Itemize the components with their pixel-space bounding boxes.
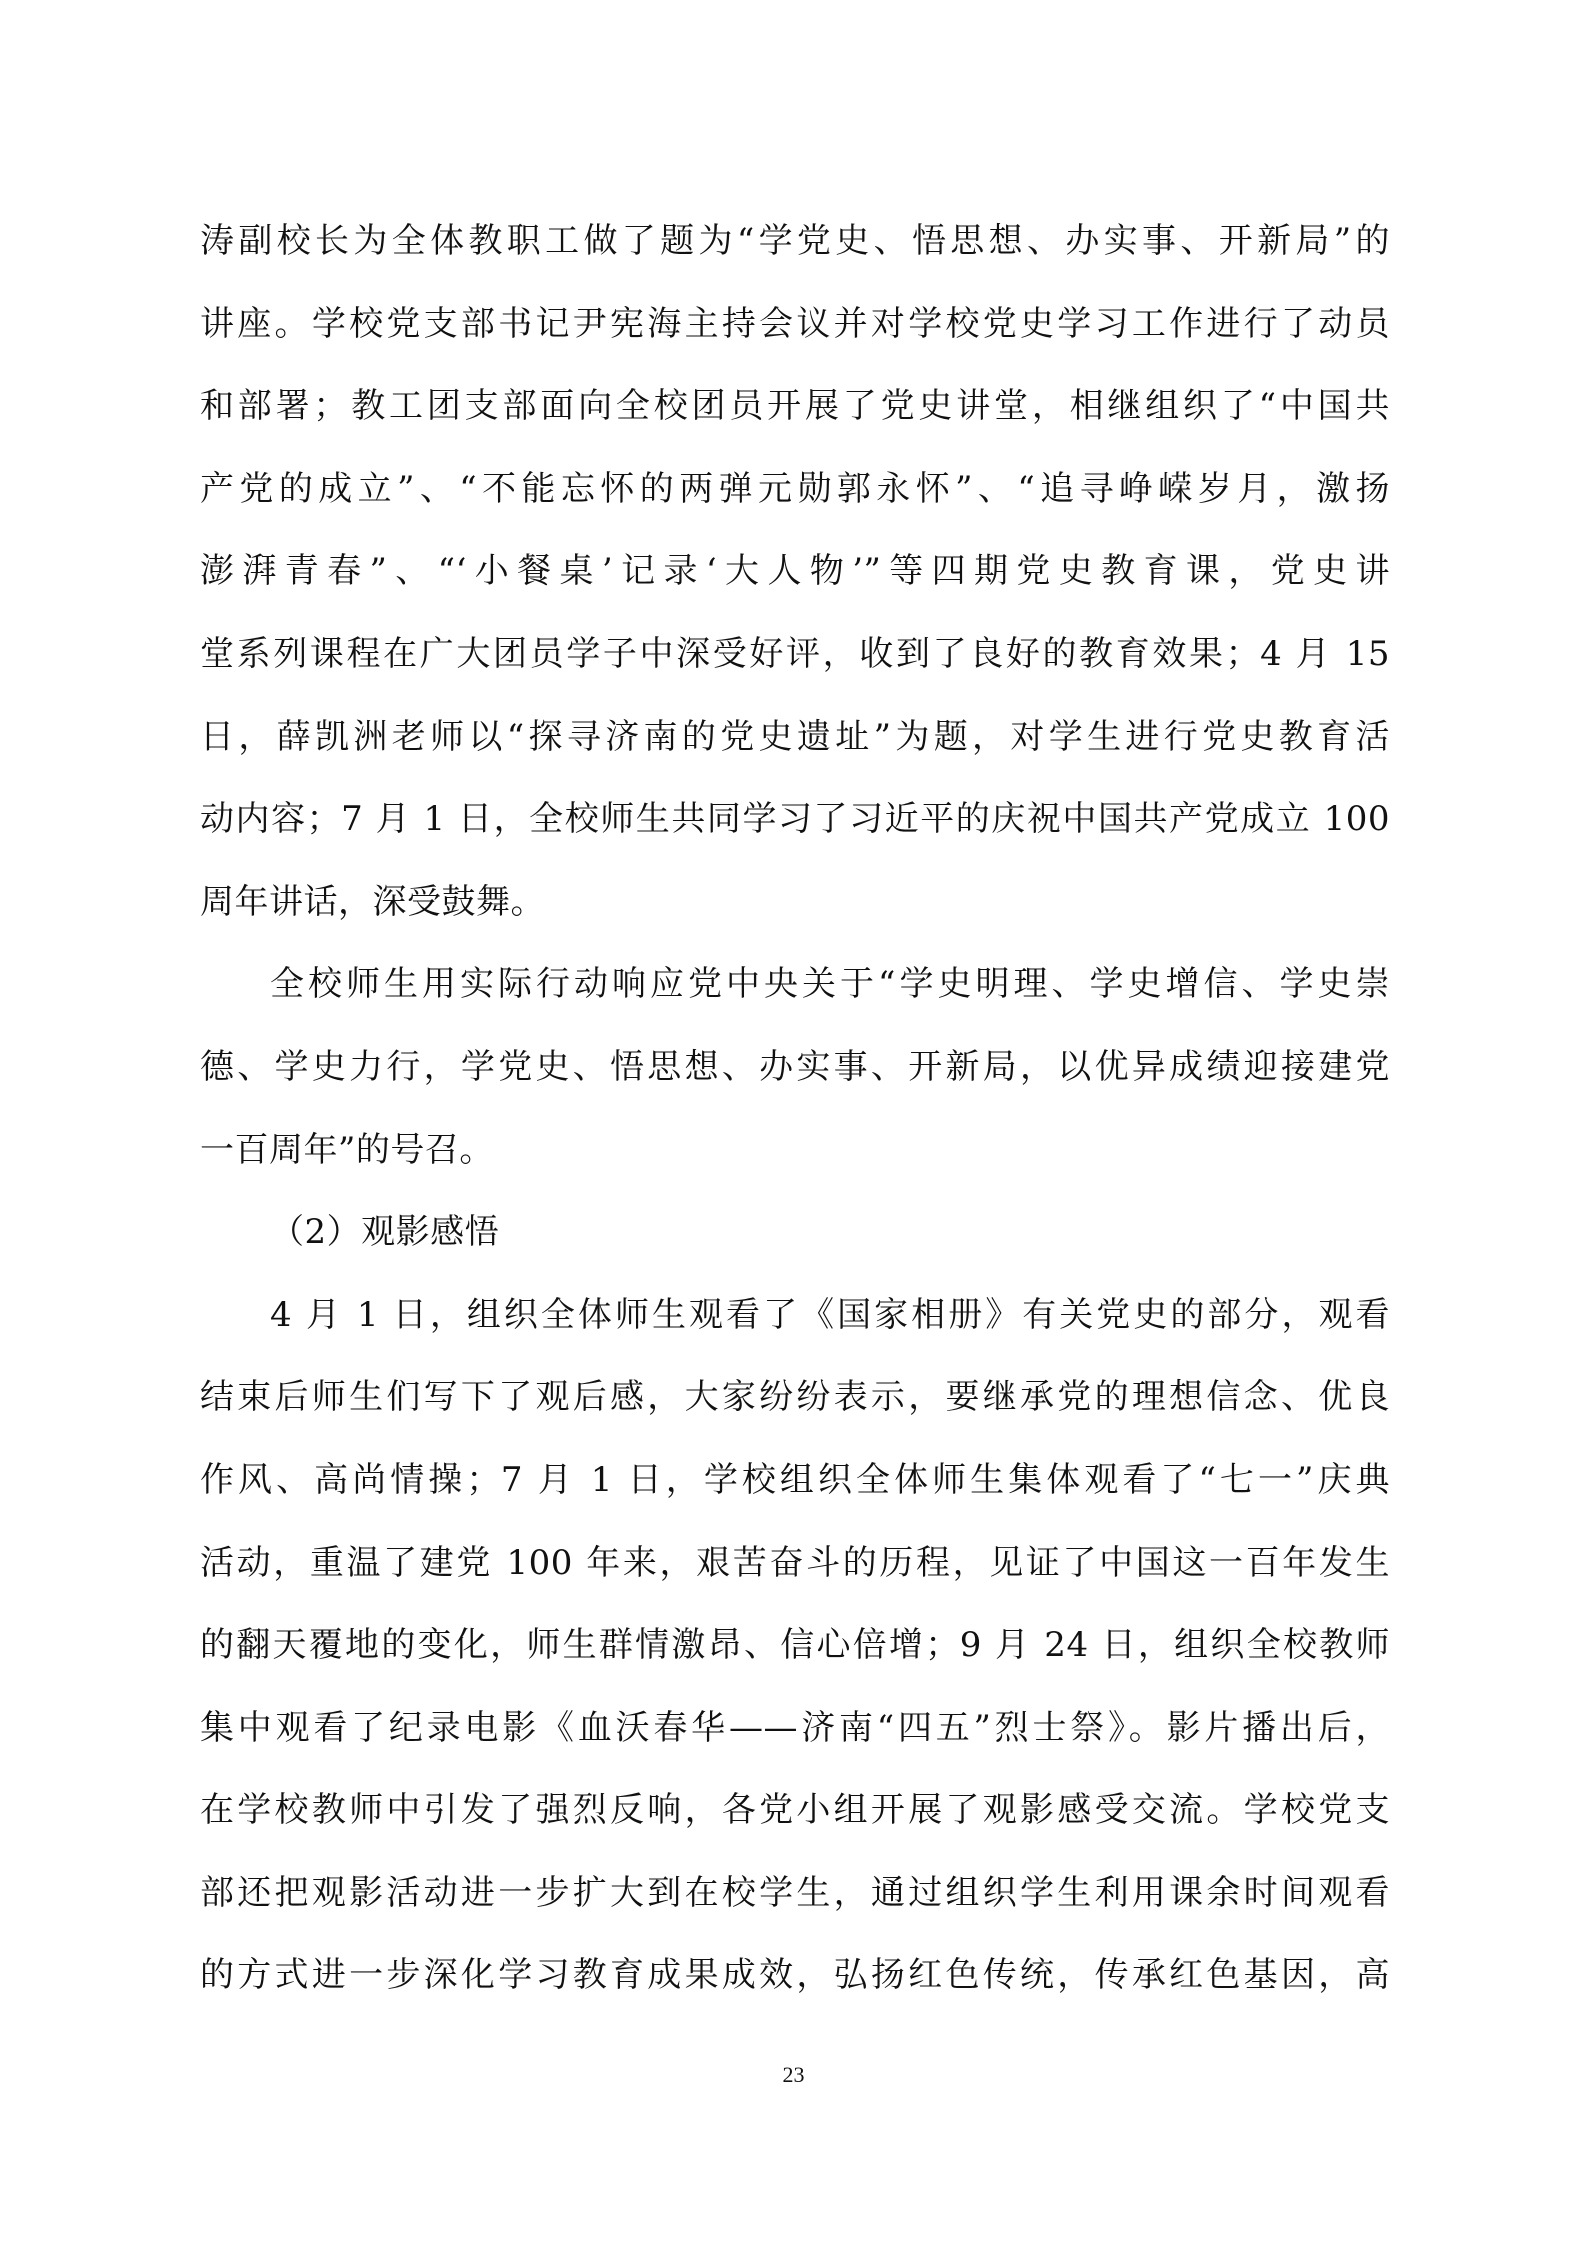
- text-line: 日，薛凯洲老师以“探寻济南的党史遗址”为题，对学生进行党史教育活: [200, 716, 1390, 757]
- text-line: 和部署；教工团支部面向全校团员开展了党史讲堂，相继组织了“中国共: [200, 386, 1390, 427]
- text-line: 一百周年”的号召。: [200, 1129, 494, 1170]
- text-line: 讲座。学校党支部书记尹宪海主持会议并对学校党史学习工作进行了动员: [200, 303, 1390, 344]
- paragraph-first-line: 全校师生用实际行动响应党中央关于“学史明理、学史增信、学史崇: [270, 964, 1390, 1005]
- text-line: 集中观看了纪录电影《血沃春华——济南“四五”烈士祭》。影片播出后，: [200, 1707, 1390, 1748]
- page-number: 23: [782, 2062, 805, 2087]
- paragraph-first-line: 4 月 1 日，组织全体师生观看了《国家相册》有关党史的部分，观看: [270, 1294, 1390, 1335]
- text-line: 涛副校长为全体教职工做了题为“学党史、悟思想、办实事、开新局”的: [200, 221, 1390, 261]
- text-line: 活动，重温了建党 100 年来，艰苦奋斗的历程，见证了中国这一百年发生: [200, 1542, 1390, 1583]
- text-line: 结束后师生们写下了观后感，大家纷纷表示，要继承党的理想信念、优良: [200, 1377, 1390, 1418]
- text-line: 动内容；7 月 1 日，全校师生共同学习了习近平的庆祝中国共产党成立 100: [200, 799, 1390, 840]
- text-line: 的翻天覆地的变化，师生群情激昂、信心倍增；9 月 24 日，组织全校教师: [200, 1625, 1390, 1666]
- text-line: 周年讲话，深受鼓舞。: [200, 881, 545, 922]
- text-line: 作风、高尚情操；7 月 1 日，学校组织全体师生集体观看了“七一”庆典: [200, 1459, 1390, 1500]
- text-line: 在学校教师中引发了强烈反响，各党小组开展了观影感受交流。学校党支: [200, 1790, 1390, 1831]
- text-line: 的方式进一步深化学习教育成果成效，弘扬红色传统，传承红色基因，高: [200, 1955, 1390, 1996]
- section-heading: （2）观影感悟: [270, 1212, 500, 1253]
- text-line: 德、学史力行，学党史、悟思想、办实事、开新局，以优异成绩迎接建党: [200, 1046, 1390, 1087]
- text-line: 部还把观影活动进一步扩大到在校学生，通过组织学生利用课余时间观看: [200, 1872, 1390, 1913]
- text-line: 产党的成立”、“不能忘怀的两弹元勋郭永怀”、“追寻峥嵘岁月，激扬: [200, 468, 1390, 509]
- text-line: 澎湃青春”、“‘小餐桌’记录‘大人物’”等四期党史教育课，党史讲: [200, 551, 1390, 592]
- body-text: [200, 200, 1390, 2017]
- text-line: 堂系列课程在广大团员学子中深受好评，收到了良好的教育效果；4 月 15: [200, 633, 1390, 674]
